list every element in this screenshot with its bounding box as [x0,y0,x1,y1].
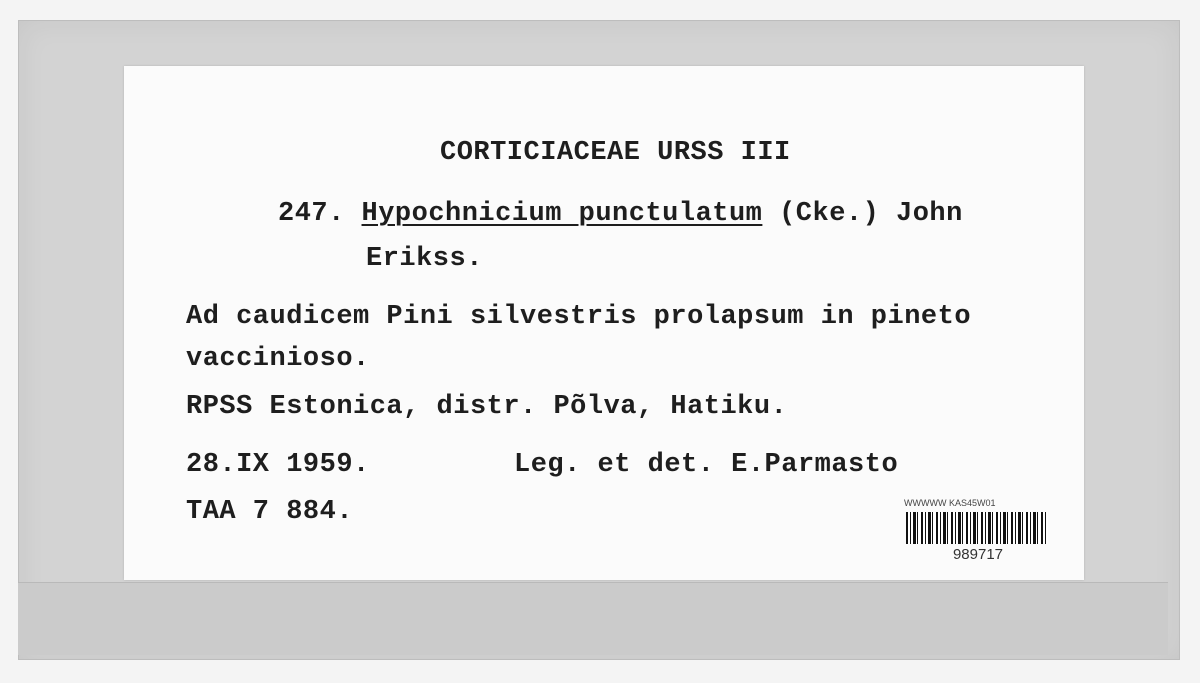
barcode [904,498,1052,568]
species-name: Hypochnicium punctulatum [361,199,763,229]
substrate-line-2: vaccinioso. [186,344,370,374]
barcode-bars [906,512,1048,544]
specimen-label [124,66,1084,580]
collection-date: 28.IX 1959. [186,450,370,480]
species-author-continued: Erikss. [366,244,483,274]
specimen-number: 247. [278,199,345,229]
substrate-line-1: Ad caudicem Pini silvestris prolapsum in pineto [186,302,972,332]
label-title: CORTICIACEAE URSS III [440,138,791,168]
locality: RPSS Estonica, distr. Põlva, Hatiku. [186,392,788,422]
barcode-number: 989717 [952,546,1004,563]
envelope-flap [18,582,1168,655]
species-author: (Cke.) John [779,199,963,229]
accession-number: TAA 7 884. [186,497,354,527]
species-line [278,201,963,228]
collector: Leg. et det. E.Parmasto [514,450,899,480]
barcode-header: WWWWW KAS45W01 [904,498,996,508]
